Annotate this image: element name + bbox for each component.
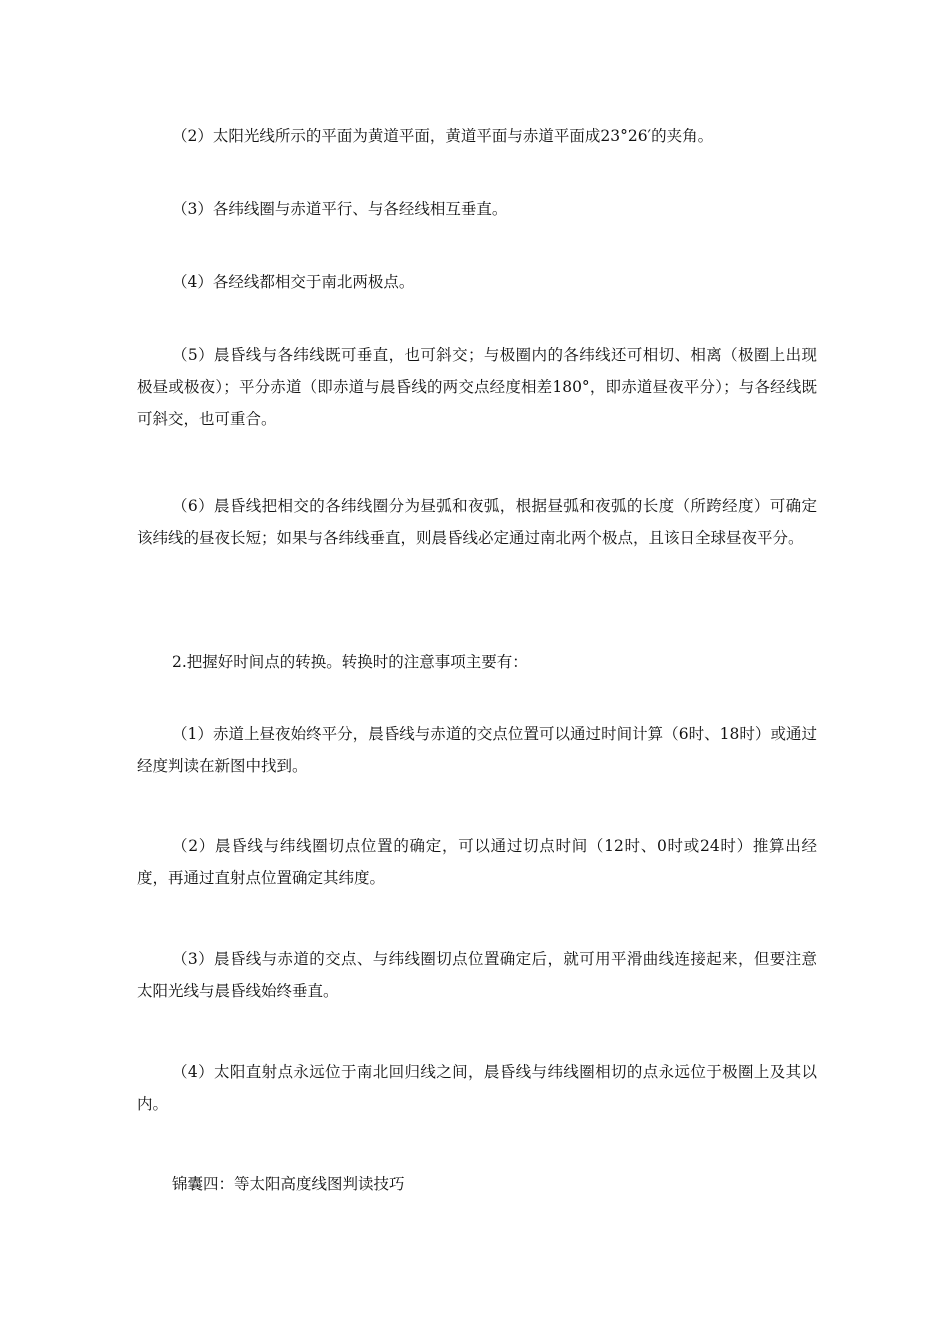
section-heading-tip-four: 锦囊四：等太阳高度线图判读技巧 [172, 1175, 405, 1193]
paragraph-item-6-day-night-arcs: （6）晨昏线把相交的各纬线圈分为昼弧和夜弧，根据昼弧和夜弧的长度（所跨经度）可确定该纬线的昼夜长短；如果与各纬线垂直，则晨昏线必定通过南北两个极点，且该日全球昼夜平分。 [137, 497, 817, 547]
paragraph-item-3-latitude-circles: （3）各纬线圈与赤道平行、与各经线相互垂直。 [172, 200, 508, 218]
paragraph-item-2-tangent-point: （2）晨昏线与纬线圈切点位置的确定，可以通过切点时间（12时、0时或24时）推算出经度，再通过直射点位置确定其纬度。 [137, 837, 817, 887]
paragraph-item-3-smooth-curve: （3）晨昏线与赤道的交点、与纬线圈切点位置确定后，就可用平滑曲线连接起来，但要注意太阳光线与晨昏线始终垂直。 [137, 950, 817, 1000]
paragraph-item-4-subsolar-point: （4）太阳直射点永远位于南北回归线之间，晨昏线与纬线圈相切的点永远位于极圈上及其以内。 [137, 1063, 817, 1113]
paragraph-item-1-equator: （1）赤道上昼夜始终平分，晨昏线与赤道的交点位置可以通过时间计算（6时、18时）或通过经度判读在新图中找到。 [137, 725, 817, 775]
paragraph-item-2-ecliptic: （2）太阳光线所示的平面为黄道平面，黄道平面与赤道平面成23°26′的夹角。 [172, 127, 714, 145]
paragraph-item-5-terminator: （5）晨昏线与各纬线既可垂直，也可斜交；与极圈内的各纬线还可相切、相离（极圈上出现极昼或极夜）；平分赤道（即赤道与晨昏线的两交点经度相差180°，即赤道昼夜平分）；与各经线既可斜交，也可重合。 [137, 346, 817, 428]
paragraph-item-4-meridians: （4）各经线都相交于南北两极点。 [172, 273, 415, 291]
section-heading-time-conversion: 2.把握好时间点的转换。转换时的注意事项主要有： [172, 653, 528, 671]
